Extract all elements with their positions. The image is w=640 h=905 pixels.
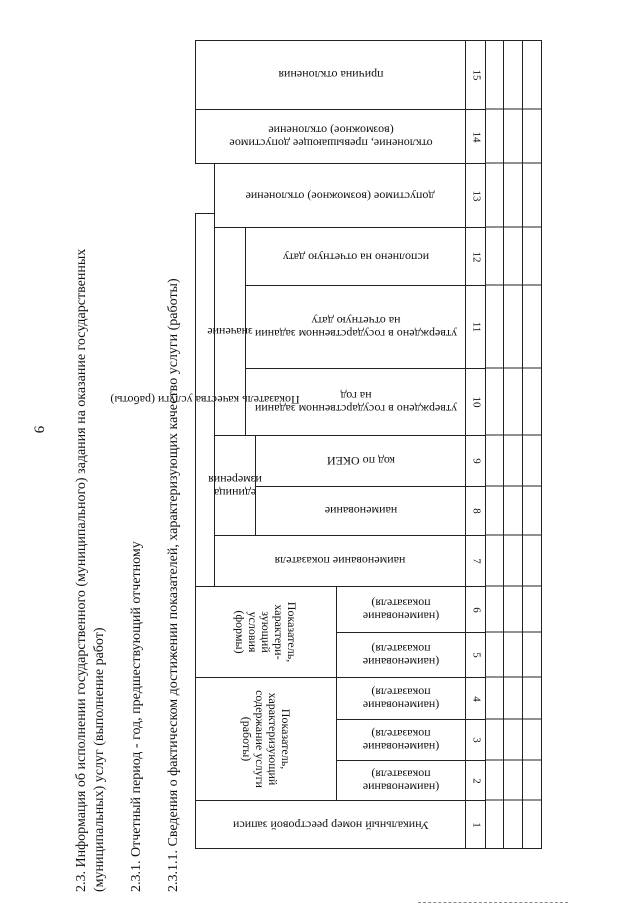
col-number-13: 13 — [465, 163, 486, 228]
header-unit-of-measure: единица измерения — [214, 435, 256, 536]
header-quality-indicator: Показатель качества услуги (работы) — [195, 213, 215, 587]
data-row-1 — [485, 40, 504, 849]
header-value-executed: исполнено на отчетную дату — [245, 227, 466, 286]
header-content-indicator: Показатель, характеризующий содержание услуги (работы) — [195, 677, 337, 801]
col-number-15: 15 — [465, 40, 486, 110]
header-indicator-name: наименование показателя — [214, 535, 466, 587]
header-unit-name: наименование — [255, 486, 466, 536]
section-heading-line2: (муниципальных) услуг (выполнение работ) — [92, 627, 107, 892]
col-number-5: 5 — [465, 632, 486, 678]
header-unit-okei: код по ОКЕИ — [255, 435, 466, 487]
col-number-12: 12 — [465, 227, 486, 286]
header-content-sub-2: (наименование показателя) — [336, 719, 466, 761]
col-number-3: 3 — [465, 719, 486, 761]
col-number-1: 1 — [465, 800, 486, 849]
subsection-heading: 2.3.1.1. Сведения о фактическом достижении показателей, характеризующих качество услуги (работы) — [166, 278, 181, 892]
col-number-2: 2 — [465, 760, 486, 801]
section-heading-line1: 2.3. Информация об исполнении государственного (муниципального) задания на оказание государственных — [74, 248, 89, 892]
col-number-9: 9 — [465, 435, 486, 487]
col-number-6: 6 — [465, 586, 486, 633]
header-value: значение — [214, 227, 246, 436]
period-heading: 2.3.1. Отчетный период - год, предшествующий отчетному — [129, 541, 144, 892]
header-content-sub-1: (наименование показателя) — [336, 760, 466, 801]
header-content-sub-3: (наименование показателя) — [336, 677, 466, 720]
header-value-report-date: утверждено в государственном задании на отчетную дату — [245, 285, 466, 369]
header-deviation-allowed: допустимое (возможное) отклонение — [214, 163, 466, 228]
header-condition-indicator: Показатель, характери-зующий условия (формы) — [195, 586, 337, 678]
col-number-4: 4 — [465, 677, 486, 720]
col-number-8: 8 — [465, 486, 486, 536]
header-condition-sub-1: (наименование показателя) — [336, 632, 466, 678]
header-condition-sub-2: (наименование показателя) — [336, 586, 466, 633]
data-row-3 — [522, 40, 542, 849]
data-row-2 — [503, 40, 523, 849]
col-number-14: 14 — [465, 109, 486, 164]
col-number-7: 7 — [465, 535, 486, 587]
header-value-year: утверждено в государственном задании на год — [245, 368, 466, 436]
col-number-11: 11 — [465, 285, 486, 369]
header-deviation-reason: причина отклонения — [195, 40, 466, 110]
scan-artifact-line — [418, 902, 568, 904]
col-number-10: 10 — [465, 368, 486, 436]
header-unique-number: Уникальный номер реестровой записи — [195, 800, 466, 849]
header-deviation-excess: отклонение, превышающее допустимое (возможное) отклонение — [195, 109, 466, 164]
page-number: 9 — [30, 425, 47, 434]
